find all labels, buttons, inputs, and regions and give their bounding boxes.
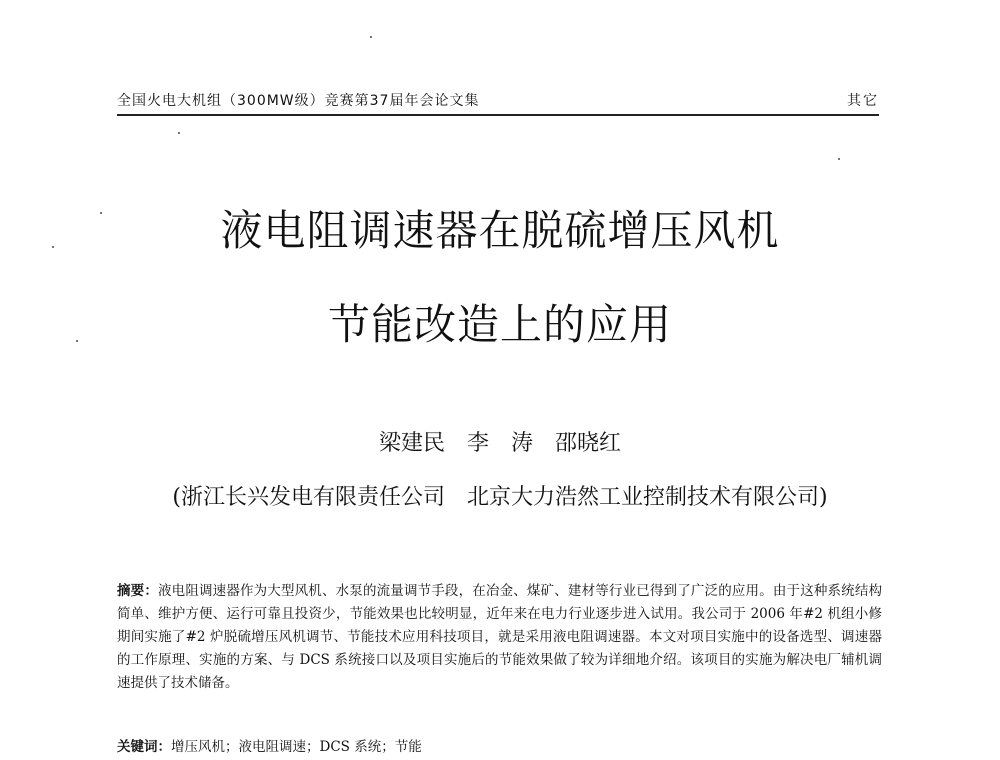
scan-speck xyxy=(52,246,54,248)
keywords xyxy=(117,737,882,757)
scan-speck xyxy=(76,340,78,342)
section-label: 其它 xyxy=(847,93,879,109)
scan-speck xyxy=(838,158,840,160)
authors: 梁建民 李 涛 邵晓红 xyxy=(378,431,621,456)
abstract xyxy=(117,580,882,695)
scan-speck xyxy=(178,132,180,134)
abstract-label: 摘要： xyxy=(117,583,158,599)
affiliation: (浙江长兴发电有限责任公司 北京大力浩然工业控制技术有限公司) xyxy=(172,485,828,510)
scan-speck xyxy=(370,36,372,38)
keywords-text: 增压风机；液电阻调速；DCS 系统；节能 xyxy=(171,739,422,755)
running-header xyxy=(117,88,879,116)
proceedings-title: 全国火电大机组（300MW级）竞赛第37届年会论文集 xyxy=(117,93,480,109)
paper-title-line-1: 液电阻调速器在脱硫增压风机 xyxy=(220,206,780,255)
abstract-text: 液电阻调速器作为大型风机、水泵的流量调节手段，在冶金、煤矿、建材等行业已得到了广泛的应用。由于这种系统结构简单、维护方便、运行可靠且投资少，节能效果也比较明显，近年来在电力行业逐步进入试用。我公司于 2006 年#2 机组小修期间实施了#2 炉脱硫增压风机调节、节能技术应用科技项目，就是采用液电阻调速器。本文对项目实施中的设备选型、调速器的工作原理、实施的方案、与 DCS 系统接口以及项目实施后的节能效果做了较为详细地介绍。该项目的实施为解决电厂辅机调速提供了技术储备。 xyxy=(117,583,883,691)
keywords-label: 关键词： xyxy=(117,739,171,755)
scan-speck xyxy=(100,212,102,214)
paper-title-line-2: 节能改造上的应用 xyxy=(327,300,672,349)
